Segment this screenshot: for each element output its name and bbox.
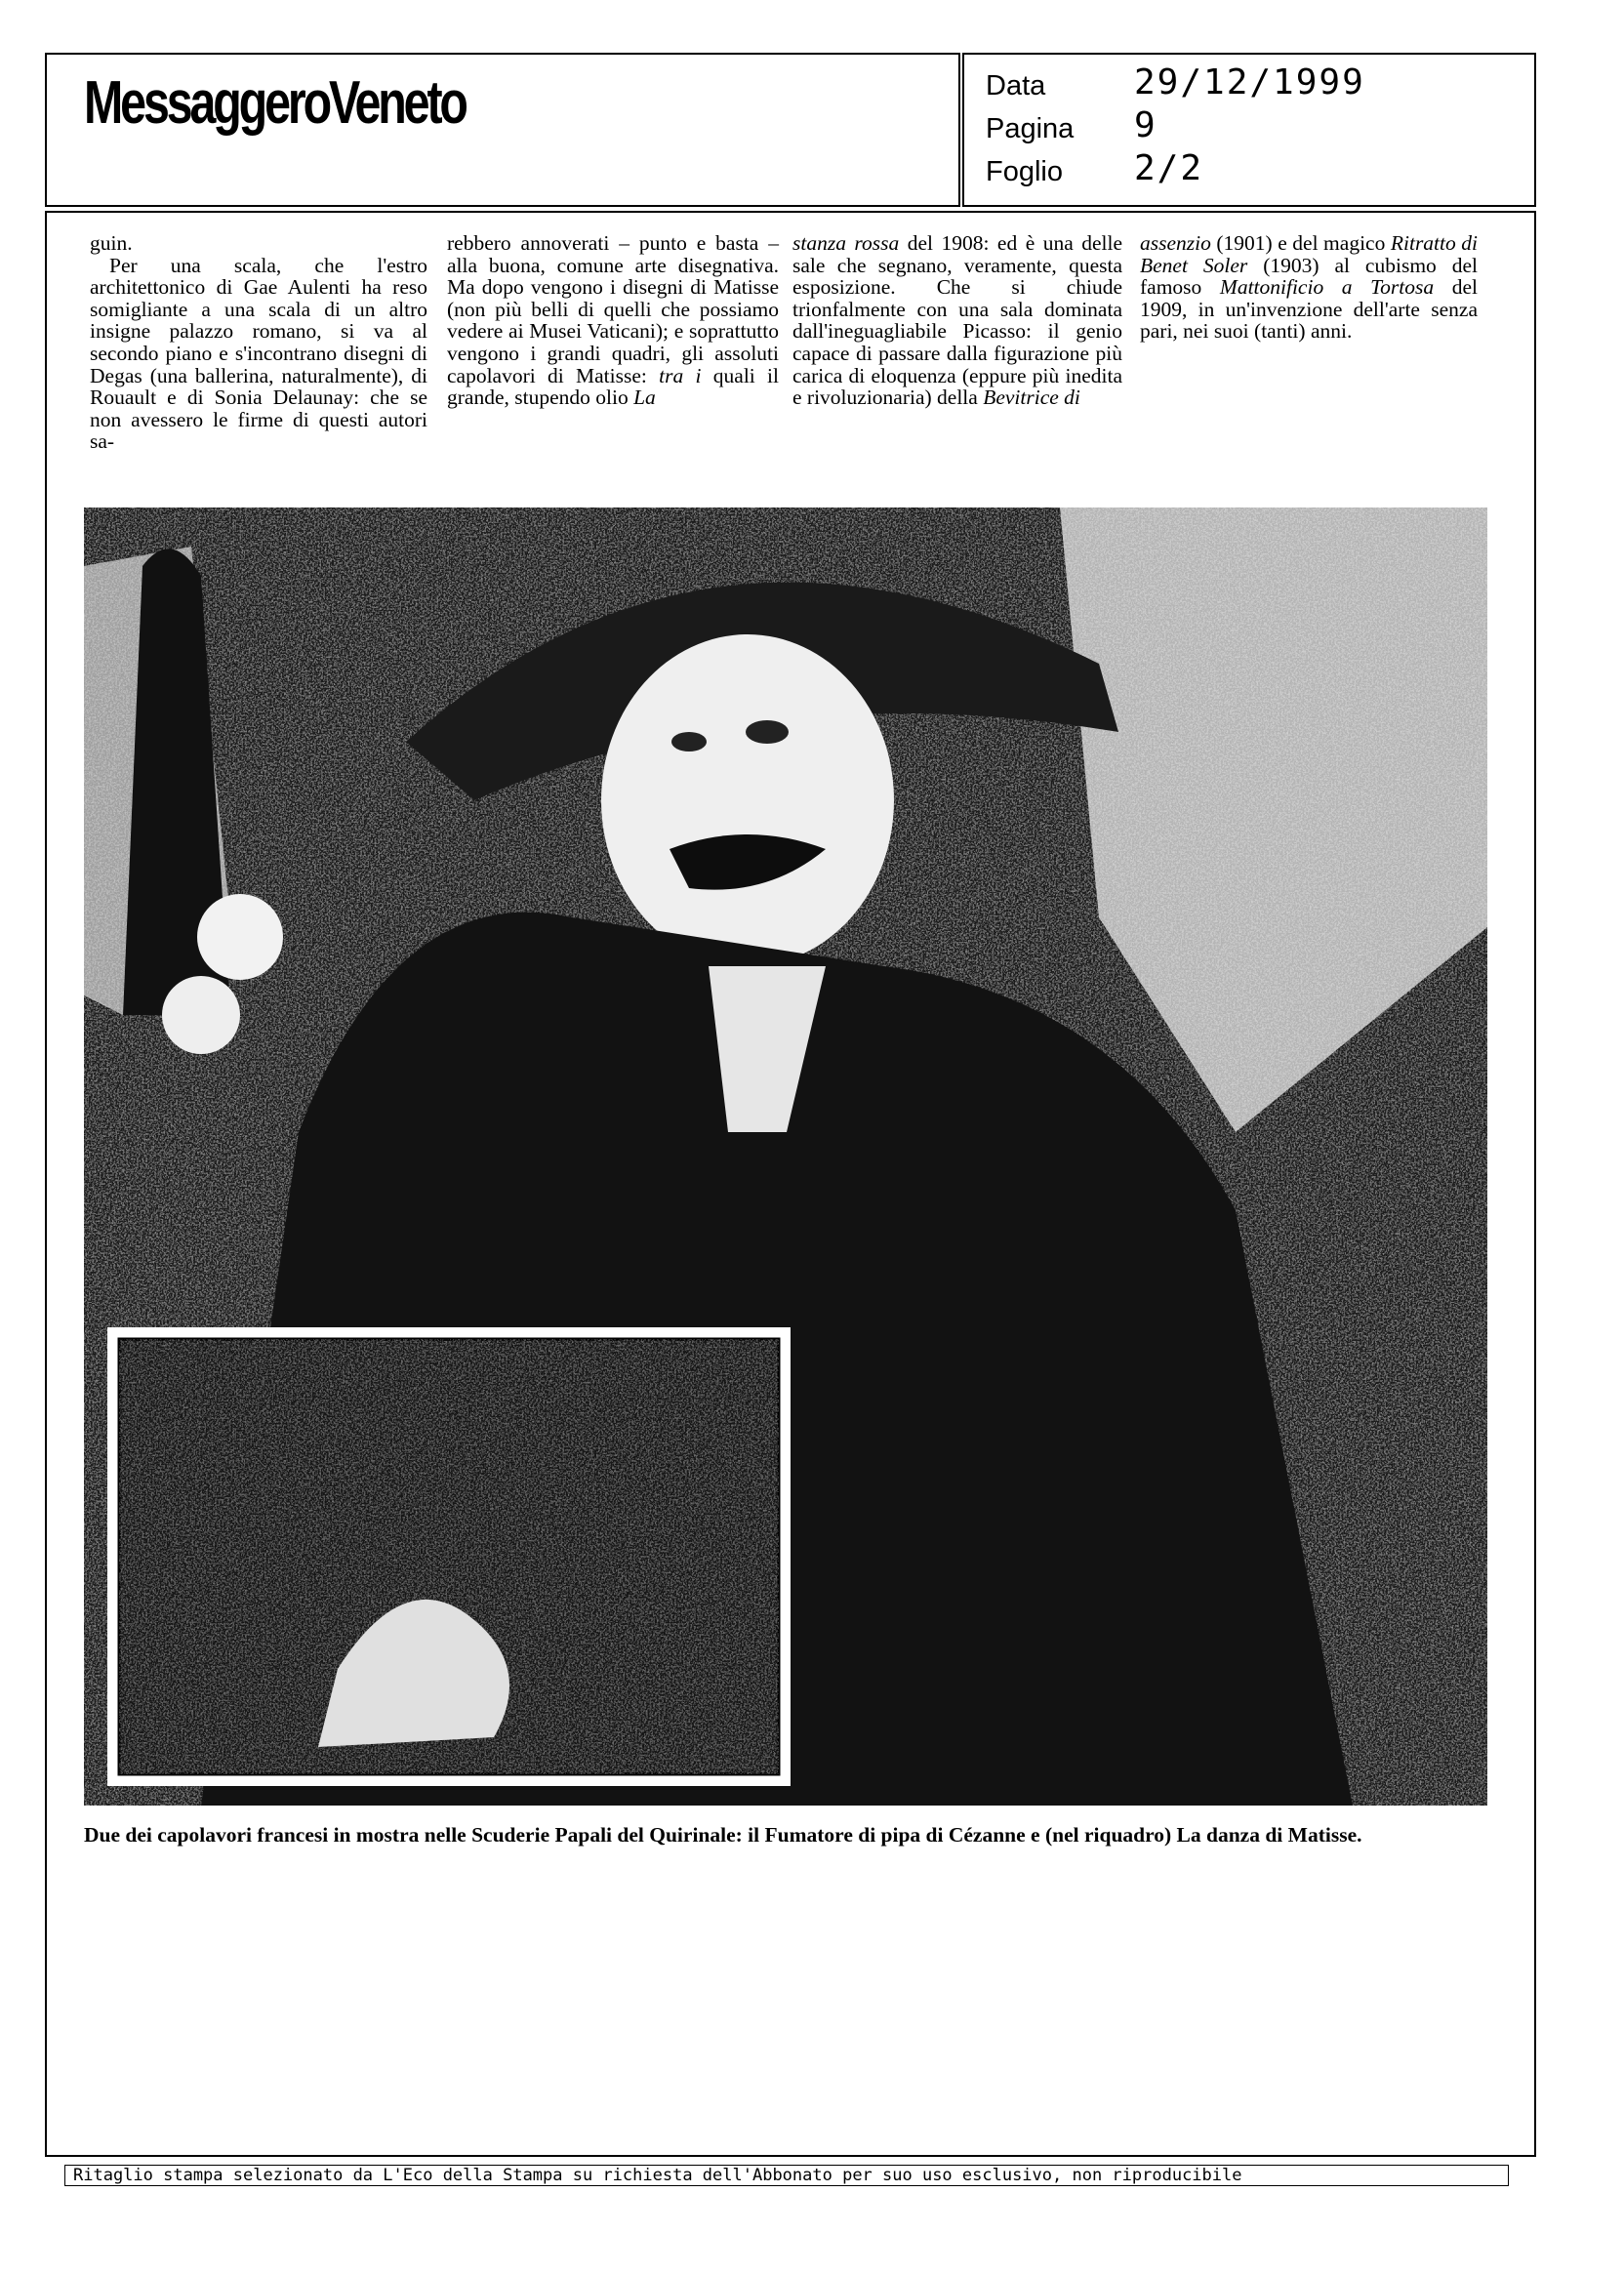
article-text: La [633,386,656,410]
article-column-1 [90,232,427,453]
article-text: Per una scala, che l'estro architettonico di Gae Aulenti ha reso somigliante a una scala di un altro insigne palazzo romano, si va al secondo piano e s'incontrano disegni di Degas (una ballerina, naturalmente), di Rouault e di Sonia Delaunay: che se non avessero le firme di questi autori sa- [90,253,427,454]
clipping-footer: Ritaglio stampa selezionato da L'Eco della Stampa su richiesta dell'Abbonato per suo uso esclusivo, non riproducibile [64,2165,1509,2186]
article-text: del 1909, in un'invenzione dell'arte senza pari, nei suoi (tanti) anni. [1140,275,1478,344]
painting-photo [84,508,1487,1806]
article-column-4 [1140,232,1478,343]
article-text: rebbero annoverati – punto e basta – alla buona, comune arte disegnativa. Ma dopo vengono i disegni di Matisse (non più belli di quelli che possiamo vedere ai Musei Vaticani); e soprattutto vengono i grandi quadri, gli assoluti capolavori di Matisse: [447,231,779,387]
article-text: assenzio [1140,231,1211,255]
meta-value-page: 9 [1134,105,1157,145]
article-text: Ritratto di Benet Soler [1140,231,1478,277]
article-text: guin. [90,231,133,255]
apple-shape [197,894,283,980]
meta-value-date: 29/12/1999 [1134,62,1365,102]
article-column-2 [447,232,779,409]
eye-shape [746,720,789,744]
article-column-3 [792,232,1122,409]
article-text: stanza rossa [792,231,900,255]
article-text: tra i [659,363,702,387]
eye-shape [671,732,707,751]
article-text: quali il grande, stupendo olio [447,363,779,410]
meta-label-sheet: Foglio [986,156,1063,187]
face-shape [601,634,894,966]
photo-caption: Due dei capolavori francesi in mostra nelle Scuderie Papali del Quirinale: il Fumatore di pipa di Cézanne e (nel riquadro) La danza di Matisse. [84,1823,1362,1847]
article-text: del 1908: ed è una delle sale che segnano, veramente, questa esposizione. Che si chiude trionfalmente con una sala dominata dall'ineguagliabile Picasso: il genio capace di passare dalla figurazione più carica di eloquenza (eppure più inedita e rivoluzionaria) della [792,231,1123,410]
article-text: (1903) al cubismo del famoso [1140,253,1478,300]
meta-label-date: Data [986,70,1046,102]
article-text: Bevitrice di [983,386,1080,410]
meta-label-page: Pagina [986,113,1075,144]
meta-value-sheet: 2/2 [1134,148,1204,188]
article-text: (1901) e del magico [1216,231,1386,255]
article-text: Mattonificio a Tortosa [1219,275,1435,300]
apple-shape [162,976,240,1054]
newspaper-logo: MessaggeroVeneto [84,69,466,137]
